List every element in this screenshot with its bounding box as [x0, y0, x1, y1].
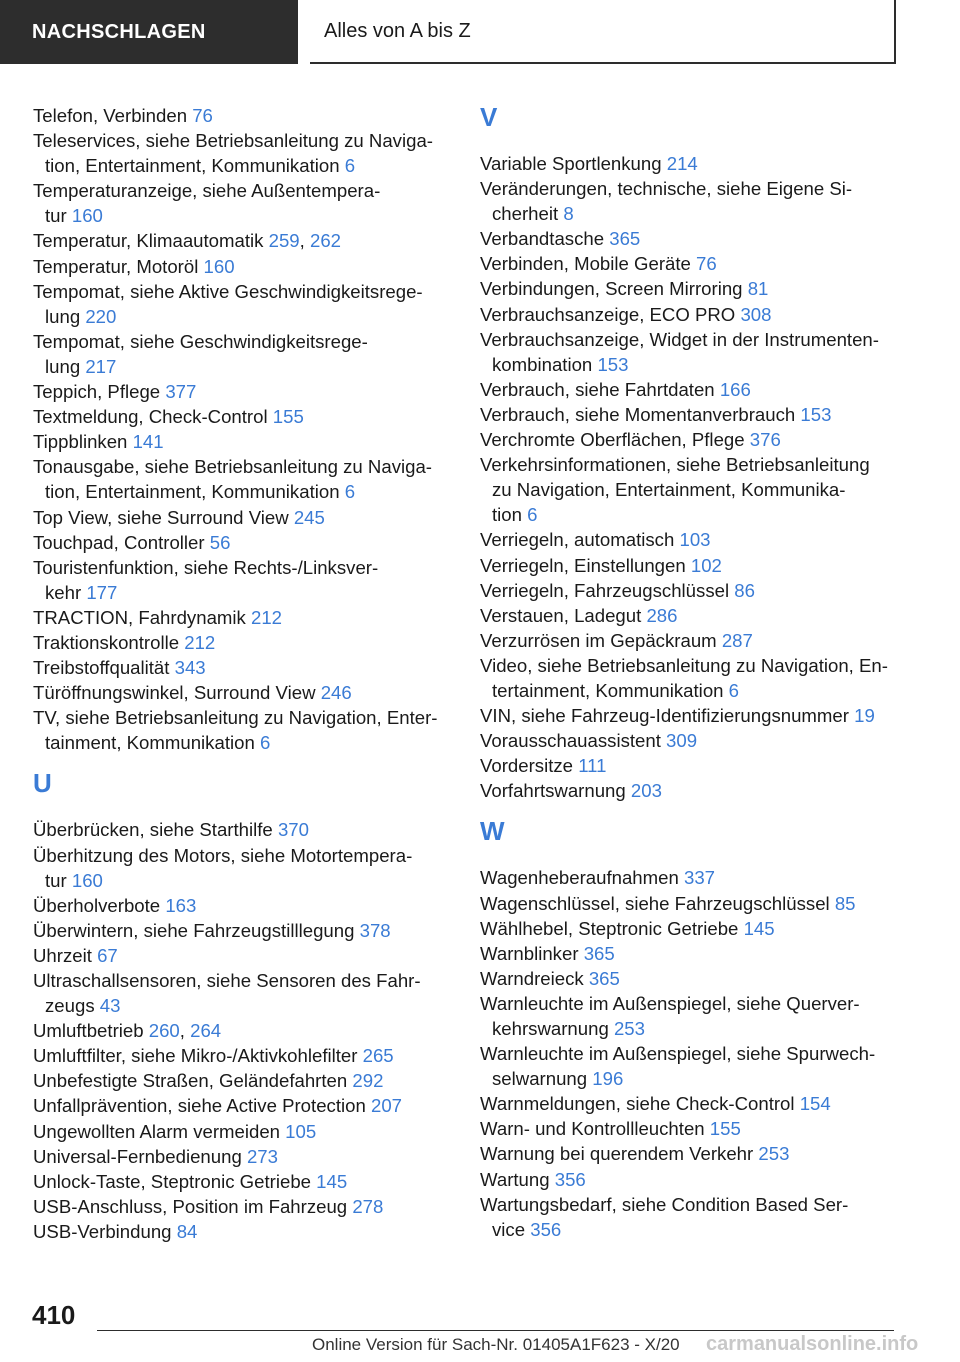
- index-entry: [33, 555, 451, 605]
- index-entry-term: Wartung: [480, 1168, 555, 1190]
- page-reference-link[interactable]: 6: [259, 732, 271, 754]
- page-reference-link[interactable]: 103: [679, 529, 711, 551]
- index-entry-term: Verbrauch, siehe Momentanverbrauch: [480, 403, 801, 425]
- page-reference-link[interactable]: 253: [613, 1018, 645, 1039]
- index-entry: [33, 329, 451, 379]
- index-entry-term: TRACTION, Fahrdynamik: [33, 606, 251, 628]
- index-letter-heading: U: [33, 768, 52, 799]
- chapter-tab: [310, 0, 896, 64]
- index-entry-term: Umluftfilter, siehe Mikro-/Aktivkohlefilter: [33, 1045, 363, 1067]
- index-entry-term: Unlock-Taste, Steptronic Getriebe: [33, 1170, 317, 1192]
- index-letter-heading: W: [480, 816, 505, 847]
- index-entry: [480, 327, 920, 377]
- page-reference-link[interactable]: 76: [696, 253, 717, 275]
- index-entry-term: tur: [45, 869, 72, 891]
- page-reference-link[interactable]: 163: [165, 894, 197, 916]
- page-reference-link[interactable]: 309: [666, 730, 698, 752]
- page-reference-link[interactable]: 365: [588, 967, 620, 989]
- index-entry-term: Vorausschauassistent: [480, 730, 667, 752]
- index-entry-term: zeugs: [45, 995, 100, 1017]
- index-entry-term: Verbinden, Mobile Geräte: [480, 253, 697, 275]
- index-entry: [33, 279, 451, 329]
- page-reference-link[interactable]: 6: [527, 504, 538, 526]
- page-reference-link[interactable]: 177: [86, 581, 118, 603]
- index-entry-term: tainment, Kommunikation: [45, 732, 260, 754]
- index-entry-term: Unfallprävention, siehe Active Protection: [33, 1095, 371, 1117]
- index-entry: [33, 943, 451, 968]
- page-reference-link[interactable]: 253: [758, 1143, 790, 1165]
- index-entry: [480, 226, 920, 251]
- index-entry-term: Verriegeln, automatisch: [480, 529, 680, 551]
- index-entry-term: Verbandtasche: [480, 228, 610, 250]
- index-entry: [480, 966, 920, 991]
- index-entry-term: Vordersitze: [480, 755, 579, 777]
- page-reference-link[interactable]: 343: [174, 657, 206, 679]
- page-reference-link[interactable]: 212: [184, 631, 216, 653]
- index-entry: [33, 128, 451, 178]
- index-entry-term: Wagenheberaufnahmen: [480, 867, 684, 889]
- index-entry: [33, 1093, 451, 1118]
- index-entry: [33, 968, 451, 1018]
- index-entry: [33, 454, 451, 504]
- index-entry-term: Warnblinker: [480, 942, 584, 964]
- index-entry-term: Verzurrösen im Gepäckraum: [480, 629, 722, 651]
- index-entry: [480, 1192, 920, 1242]
- index-entry: [480, 151, 920, 176]
- page-reference-link[interactable]: 6: [344, 481, 356, 503]
- index-entry: [480, 778, 920, 803]
- index-entry-term: kehr: [45, 581, 87, 603]
- index-entry-term: Temperaturanzeige, siehe Außentempera-: [33, 180, 381, 202]
- index-entry-term: tion: [492, 504, 528, 526]
- page-reference-link[interactable]: 145: [743, 917, 775, 939]
- index-entry: [33, 505, 451, 530]
- index-entry: [33, 630, 451, 655]
- index-letter-heading: V: [480, 102, 498, 132]
- page-reference-link[interactable]: 337: [684, 867, 716, 889]
- page-reference-link[interactable]: 259: [268, 230, 300, 252]
- index-entry: [33, 1219, 451, 1244]
- index-entry-term: Verbindungen, Screen Mirroring: [480, 278, 748, 300]
- index-entry: [480, 991, 920, 1041]
- index-entry-term: Verstauen, Ladegut: [480, 604, 647, 626]
- index-entry: [480, 452, 920, 527]
- index-entry-term: Tempomat, siehe Aktive Geschwindigkeitsrege-: [33, 280, 423, 302]
- index-entry-term: tertainment, Kommunikation: [492, 679, 729, 701]
- index-entry-term: USB-Verbindung: [33, 1220, 177, 1242]
- index-entry: [480, 728, 920, 753]
- index-entry-term: Textmeldung, Check-Control: [33, 406, 273, 428]
- index-entry: [480, 1167, 920, 1192]
- index-entry-term: Verbrauchsanzeige, Widget in der Instrumenten-: [480, 328, 879, 350]
- index-entry: [33, 429, 451, 454]
- index-entry: [480, 1041, 920, 1091]
- index-entry: [33, 817, 451, 842]
- page-reference-link[interactable]: 19: [854, 705, 875, 727]
- index-entry-term: Tonausgabe, siehe Betriebsanleitung zu Naviga-: [33, 456, 432, 478]
- index-entry-term: TV, siehe Betriebsanleitung zu Navigation, Enter-: [33, 707, 438, 729]
- index-entry-term: Wagenschlüssel, siehe Fahrzeugschlüssel: [480, 892, 835, 914]
- index-entry-term: USB-Anschluss, Position im Fahrzeug: [33, 1195, 353, 1217]
- page-reference-link[interactable]: 155: [709, 1118, 741, 1140]
- index-entry: [33, 1068, 451, 1093]
- index-entry-term: Verbrauch, siehe Fahrtdaten: [480, 378, 720, 400]
- index-entry: [480, 703, 920, 728]
- page-reference-link[interactable]: 378: [359, 919, 391, 941]
- page-reference-link[interactable]: 43: [99, 995, 121, 1017]
- page-reference-link[interactable]: 105: [285, 1120, 317, 1142]
- index-entry-term: Unbefestigte Straßen, Geländefahrten: [33, 1070, 353, 1092]
- page-reference-link[interactable]: 6: [344, 155, 356, 177]
- section-tab: [0, 0, 298, 64]
- index-entry-term: Verriegeln, Fahrzeugschlüssel: [480, 579, 735, 601]
- index-entry: [33, 1194, 451, 1219]
- index-entry-term: Warnleuchte im Außenspiegel, siehe Querver-: [480, 992, 860, 1014]
- index-entry-term: VIN, siehe Fahrzeug-Identifizierungsnummer: [480, 705, 855, 727]
- index-entry-term: lung: [45, 305, 86, 327]
- index-entry-term: Verkehrsinformationen, siehe Betriebsanleitung: [480, 454, 870, 476]
- index-entry: [480, 527, 920, 552]
- page-reference-link[interactable]: 155: [272, 406, 304, 428]
- index-entry-term: Türöffnungswinkel, Surround View: [33, 682, 321, 704]
- index-entry-term: Video, siehe Betriebsanleitung zu Navigation, En-: [480, 654, 888, 676]
- page-number: 410: [32, 1300, 76, 1330]
- page-reference-link[interactable]: 278: [352, 1195, 384, 1217]
- index-entry: [480, 1116, 920, 1141]
- watermark: carmanualsonline.info: [706, 1333, 919, 1355]
- page-reference-link[interactable]: 212: [251, 606, 283, 628]
- index-entry: [33, 705, 451, 755]
- index-entry-term: zu Navigation, Entertainment, Kommunika-: [492, 479, 846, 501]
- index-entry-term: Traktionskontrolle: [33, 631, 185, 653]
- index-entry: [480, 377, 920, 402]
- index-entry-term: Warn- und Kontrollleuchten: [480, 1118, 710, 1140]
- index-entry-term: Touristenfunktion, siehe Rechts-/Linksver-: [33, 556, 379, 578]
- index-entry-term: lung: [45, 355, 86, 377]
- index-entry-term: Wartungsbedarf, siehe Condition Based Ser-: [480, 1193, 849, 1215]
- page-reference-link[interactable]: 196: [592, 1068, 624, 1090]
- index-entry: [33, 379, 451, 404]
- page-reference-link[interactable]: 246: [320, 682, 352, 704]
- index-entry-term: Teppich, Pflege: [33, 381, 166, 403]
- index-entry: [480, 553, 920, 578]
- index-entry: [33, 103, 451, 128]
- index-entry-term: Temperatur, Motoröl: [33, 255, 204, 277]
- index-entry: [33, 843, 451, 893]
- index-entry: [33, 404, 451, 429]
- index-entry-term: Tempomat, siehe Geschwindigkeitsrege-: [33, 330, 368, 352]
- index-entry: [480, 302, 920, 327]
- index-entry: [33, 655, 451, 680]
- index-entry-term: Verriegeln, Einstellungen: [480, 554, 691, 576]
- page-reference-link[interactable]: 203: [630, 780, 662, 802]
- index-entry-term: Wählhebel, Steptronic Getriebe: [480, 917, 744, 939]
- page-reference-link[interactable]: 262: [310, 230, 342, 252]
- chapter-title: Alles von A bis Z: [324, 19, 471, 42]
- page-reference-link[interactable]: 356: [554, 1168, 586, 1190]
- index-entry: [33, 1144, 451, 1169]
- footer-rule: [97, 1330, 894, 1331]
- page-reference-link[interactable]: 160: [71, 869, 103, 891]
- index-entry-term: Überhitzung des Motors, siehe Motortempera-: [33, 844, 413, 866]
- page-reference-link[interactable]: 207: [370, 1095, 403, 1117]
- page-reference-link[interactable]: 264: [190, 1020, 222, 1042]
- index-entry: [480, 1091, 920, 1116]
- page-reference-link[interactable]: 377: [165, 381, 197, 403]
- page-reference-link[interactable]: 365: [583, 942, 615, 964]
- page-reference-link[interactable]: 214: [666, 153, 698, 174]
- page-reference-link[interactable]: 56: [209, 531, 231, 553]
- index-entry-term: Verbrauchsanzeige, ECO PRO: [480, 303, 741, 325]
- page-reference-link[interactable]: 365: [609, 228, 641, 250]
- page-reference-link[interactable]: 245: [293, 506, 325, 528]
- index-entry-term: Treibstoffqualität: [33, 657, 175, 679]
- index-entry-term: Top View, siehe Surround View: [33, 506, 294, 528]
- index-entry: [480, 865, 920, 890]
- index-entry: [33, 605, 451, 630]
- page-reference-link[interactable]: 102: [690, 554, 722, 576]
- index-entry-term: tion, Entertainment, Kommunikation: [45, 155, 345, 177]
- index-entry: [33, 918, 451, 943]
- index-entry: [480, 941, 920, 966]
- index-entry-term: Warndreieck: [480, 967, 589, 989]
- index-entry-term: Ultraschallsensoren, siehe Sensoren des Fahr-: [33, 970, 421, 991]
- page-reference-link[interactable]: 292: [352, 1070, 384, 1092]
- index-entry: [480, 891, 920, 916]
- index-entry-term: Temperatur, Klimaautomatik: [33, 230, 269, 252]
- index-entry-term: tur: [45, 205, 72, 227]
- index-column-left: [33, 103, 451, 1244]
- index-entry: [480, 916, 920, 941]
- index-entry-term: cherheit: [492, 203, 564, 225]
- index-entry: [33, 254, 451, 279]
- index-entry-term: Teleservices, siehe Betriebsanleitung zu Naviga-: [33, 130, 433, 152]
- index-entry-term: kehrswarnung: [492, 1018, 614, 1039]
- page-reference-link[interactable]: 356: [530, 1218, 562, 1240]
- index-entry-term: Warnmeldungen, siehe Check-Control: [480, 1093, 800, 1115]
- index-entry-term: selwarnung: [492, 1068, 593, 1090]
- index-entry: [480, 176, 920, 226]
- online-version-note: Online Version für Sach-Nr. 01405A1F623 - X/20: [312, 1335, 680, 1354]
- page-reference-link[interactable]: 260: [148, 1020, 180, 1042]
- index-entry-term: Tippblinken: [33, 431, 133, 453]
- index-entry: [33, 178, 451, 228]
- index-entry: [480, 578, 920, 603]
- index-entry: [480, 1141, 920, 1166]
- index-entry: [33, 893, 451, 918]
- page-reference-link[interactable]: 160: [71, 205, 103, 227]
- index-column-right: [480, 103, 920, 1242]
- page-reference-link[interactable]: 154: [799, 1093, 831, 1115]
- index-entry: [480, 603, 920, 628]
- page-header: [0, 0, 960, 66]
- index-entry: [480, 653, 920, 703]
- index-entry-term: Warnleuchte im Außenspiegel, siehe Spurwech-: [480, 1043, 876, 1065]
- index-entry-term: vice: [492, 1218, 531, 1240]
- page-reference-link[interactable]: 145: [316, 1170, 348, 1192]
- index-entry-term: Verchromte Oberflächen, Pflege: [480, 429, 750, 451]
- index-entry: [33, 530, 451, 555]
- page-reference-link[interactable]: 85: [834, 892, 856, 914]
- index-entry: [33, 1119, 451, 1144]
- index-entry-term: Warnung bei querendem Verkehr: [480, 1143, 759, 1165]
- index-entry: [480, 402, 920, 427]
- page-reference-link[interactable]: 84: [176, 1220, 198, 1242]
- page-reference-link[interactable]: 6: [728, 679, 740, 701]
- index-entry: Temperatur, Klimaautomatik 259, 262: [33, 230, 342, 252]
- page-reference-link[interactable]: 160: [203, 255, 235, 277]
- index-entry: [33, 1169, 451, 1194]
- index-entry: [480, 251, 920, 276]
- page-reference-link[interactable]: 8: [563, 203, 574, 225]
- page-reference-link[interactable]: 273: [246, 1145, 278, 1167]
- index-entry-term: Vorfahrtswarnung: [480, 780, 631, 802]
- index-entry-term: Universal-Fernbedienung: [33, 1145, 247, 1167]
- index-entry: [480, 753, 920, 778]
- page-reference-link[interactable]: 141: [132, 431, 164, 453]
- index-entry-term: Telefon, Verbinden: [33, 105, 193, 126]
- index-entry: [480, 427, 920, 452]
- page-reference-link[interactable]: 153: [597, 353, 629, 375]
- index-entry-term: Überwintern, siehe Fahrzeugstilllegung: [33, 919, 360, 941]
- page-reference-link[interactable]: 166: [719, 378, 751, 400]
- page-reference-link[interactable]: 76: [192, 105, 213, 126]
- index-entry-term: Touchpad, Controller: [33, 531, 210, 553]
- index-entry-term: Variable Sportlenkung: [480, 153, 667, 174]
- index-entry-term: Veränderungen, technische, siehe Eigene Si-: [480, 178, 853, 200]
- index-entry: [33, 680, 451, 705]
- index-entry-term: Überholverbote: [33, 894, 166, 916]
- page-reference-link[interactable]: 287: [721, 629, 753, 651]
- index-entry: Umluftbetrieb 260, 264: [33, 1020, 222, 1042]
- index-entry: [33, 1043, 451, 1068]
- page-reference-link[interactable]: 370: [277, 819, 309, 841]
- page-reference-link[interactable]: 86: [734, 579, 755, 601]
- page-reference-link[interactable]: 67: [97, 944, 118, 966]
- index-entry-term: Uhrzeit: [33, 944, 98, 966]
- index-entry: [480, 628, 920, 653]
- page-reference-link[interactable]: 376: [749, 429, 781, 451]
- section-title: NACHSCHLAGEN: [32, 20, 206, 43]
- index-entry-term: tion, Entertainment, Kommunikation: [45, 481, 345, 503]
- page-reference-link[interactable]: 81: [747, 278, 769, 300]
- index-entry-term: Überbrücken, siehe Starthilfe: [33, 819, 278, 841]
- page-reference-link[interactable]: 286: [646, 604, 678, 626]
- index-entry-term: Ungewollten Alarm vermeiden: [33, 1120, 286, 1142]
- page-reference-link[interactable]: 220: [85, 305, 117, 327]
- page-reference-link[interactable]: 217: [85, 355, 117, 377]
- page-reference-link[interactable]: 111: [578, 755, 607, 777]
- page-reference-link[interactable]: 308: [740, 303, 772, 325]
- page-reference-link[interactable]: 265: [362, 1045, 394, 1067]
- index-entry-term: Umluftbetrieb: [33, 1020, 149, 1042]
- index-entry: [480, 276, 920, 301]
- page-reference-link[interactable]: 153: [800, 403, 832, 425]
- index-entry-term: kombination: [492, 353, 598, 375]
